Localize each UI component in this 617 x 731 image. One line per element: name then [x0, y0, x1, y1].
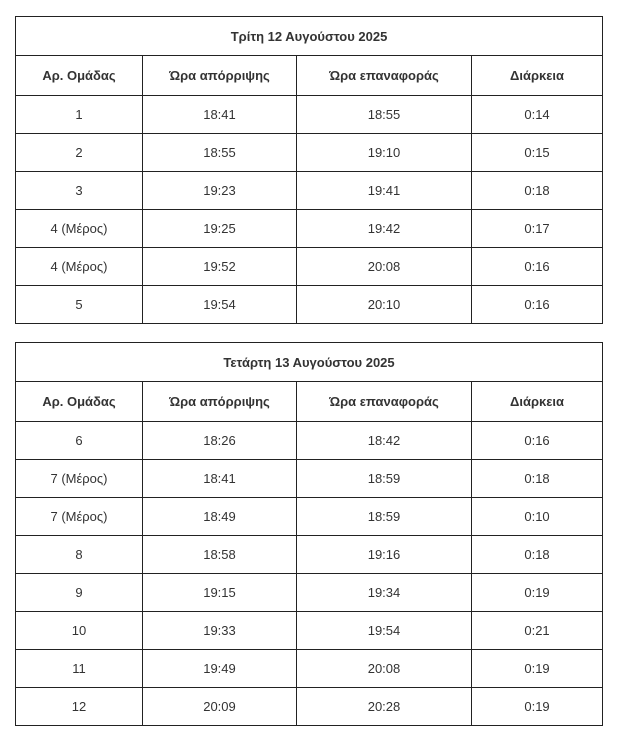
- group-cell: 9: [16, 574, 143, 612]
- duration-cell: 0:18: [472, 536, 603, 574]
- table-row: [16, 460, 603, 498]
- cutoff-time-cell: 18:41: [143, 96, 297, 134]
- duration-cell: 0:19: [472, 688, 603, 726]
- table-row: [16, 612, 603, 650]
- column-header-duration: Διάρκεια: [472, 382, 603, 422]
- restore-time-cell: 19:34: [297, 574, 472, 612]
- table-row: [16, 536, 603, 574]
- restore-time-cell: 19:41: [297, 172, 472, 210]
- duration-cell: 0:17: [472, 210, 603, 248]
- group-cell: 7 (Μέρος): [16, 460, 143, 498]
- column-header-cutoff-time: Ώρα απόρριψης: [143, 56, 297, 96]
- table-row: [16, 96, 603, 134]
- restore-time-cell: 18:59: [297, 460, 472, 498]
- group-cell: 1: [16, 96, 143, 134]
- table-row: [16, 248, 603, 286]
- column-header-duration: Διάρκεια: [472, 56, 603, 96]
- duration-cell: 0:14: [472, 96, 603, 134]
- restore-time-cell: 19:54: [297, 612, 472, 650]
- column-header-group: Αρ. Ομάδας: [16, 382, 143, 422]
- duration-cell: 0:16: [472, 422, 603, 460]
- schedule-table-wednesday: [15, 342, 603, 726]
- cutoff-time-cell: 19:49: [143, 650, 297, 688]
- column-header-group: Αρ. Ομάδας: [16, 56, 143, 96]
- restore-time-cell: 19:16: [297, 536, 472, 574]
- table-title: Τετάρτη 13 Αυγούστου 2025: [16, 343, 603, 382]
- table-row: [16, 172, 603, 210]
- column-header-cutoff-time: Ώρα απόρριψης: [143, 382, 297, 422]
- table-row: [16, 210, 603, 248]
- cutoff-time-cell: 18:41: [143, 460, 297, 498]
- restore-time-cell: 20:08: [297, 248, 472, 286]
- cutoff-time-cell: 18:49: [143, 498, 297, 536]
- cutoff-time-cell: 19:25: [143, 210, 297, 248]
- table-row: [16, 688, 603, 726]
- table-row: [16, 134, 603, 172]
- group-cell: 5: [16, 286, 143, 324]
- duration-cell: 0:19: [472, 574, 603, 612]
- duration-cell: 0:18: [472, 172, 603, 210]
- group-cell: 6: [16, 422, 143, 460]
- cutoff-time-cell: 19:15: [143, 574, 297, 612]
- restore-time-cell: 18:42: [297, 422, 472, 460]
- restore-time-cell: 18:55: [297, 96, 472, 134]
- column-header-restore-time: Ώρα επαναφοράς: [297, 382, 472, 422]
- group-cell: 4 (Μέρος): [16, 210, 143, 248]
- restore-time-cell: 20:08: [297, 650, 472, 688]
- cutoff-time-cell: 18:26: [143, 422, 297, 460]
- table-row: [16, 286, 603, 324]
- cutoff-time-cell: 19:52: [143, 248, 297, 286]
- group-cell: 3: [16, 172, 143, 210]
- group-cell: 12: [16, 688, 143, 726]
- restore-time-cell: 19:42: [297, 210, 472, 248]
- duration-cell: 0:16: [472, 286, 603, 324]
- table-row: [16, 498, 603, 536]
- cutoff-time-cell: 20:09: [143, 688, 297, 726]
- group-cell: 2: [16, 134, 143, 172]
- duration-cell: 0:21: [472, 612, 603, 650]
- schedule-table-tuesday: [15, 16, 603, 324]
- cutoff-time-cell: 18:55: [143, 134, 297, 172]
- table-title: Τρίτη 12 Αυγούστου 2025: [16, 17, 603, 56]
- group-cell: 7 (Μέρος): [16, 498, 143, 536]
- cutoff-time-cell: 19:23: [143, 172, 297, 210]
- cutoff-time-cell: 19:54: [143, 286, 297, 324]
- restore-time-cell: 20:28: [297, 688, 472, 726]
- duration-cell: 0:19: [472, 650, 603, 688]
- group-cell: 8: [16, 536, 143, 574]
- column-header-restore-time: Ώρα επαναφοράς: [297, 56, 472, 96]
- duration-cell: 0:15: [472, 134, 603, 172]
- group-cell: 4 (Μέρος): [16, 248, 143, 286]
- restore-time-cell: 18:59: [297, 498, 472, 536]
- duration-cell: 0:18: [472, 460, 603, 498]
- table-row: [16, 574, 603, 612]
- table-row: [16, 422, 603, 460]
- duration-cell: 0:16: [472, 248, 603, 286]
- group-cell: 11: [16, 650, 143, 688]
- cutoff-time-cell: 18:58: [143, 536, 297, 574]
- duration-cell: 0:10: [472, 498, 603, 536]
- restore-time-cell: 20:10: [297, 286, 472, 324]
- cutoff-time-cell: 19:33: [143, 612, 297, 650]
- group-cell: 10: [16, 612, 143, 650]
- table-row: [16, 650, 603, 688]
- restore-time-cell: 19:10: [297, 134, 472, 172]
